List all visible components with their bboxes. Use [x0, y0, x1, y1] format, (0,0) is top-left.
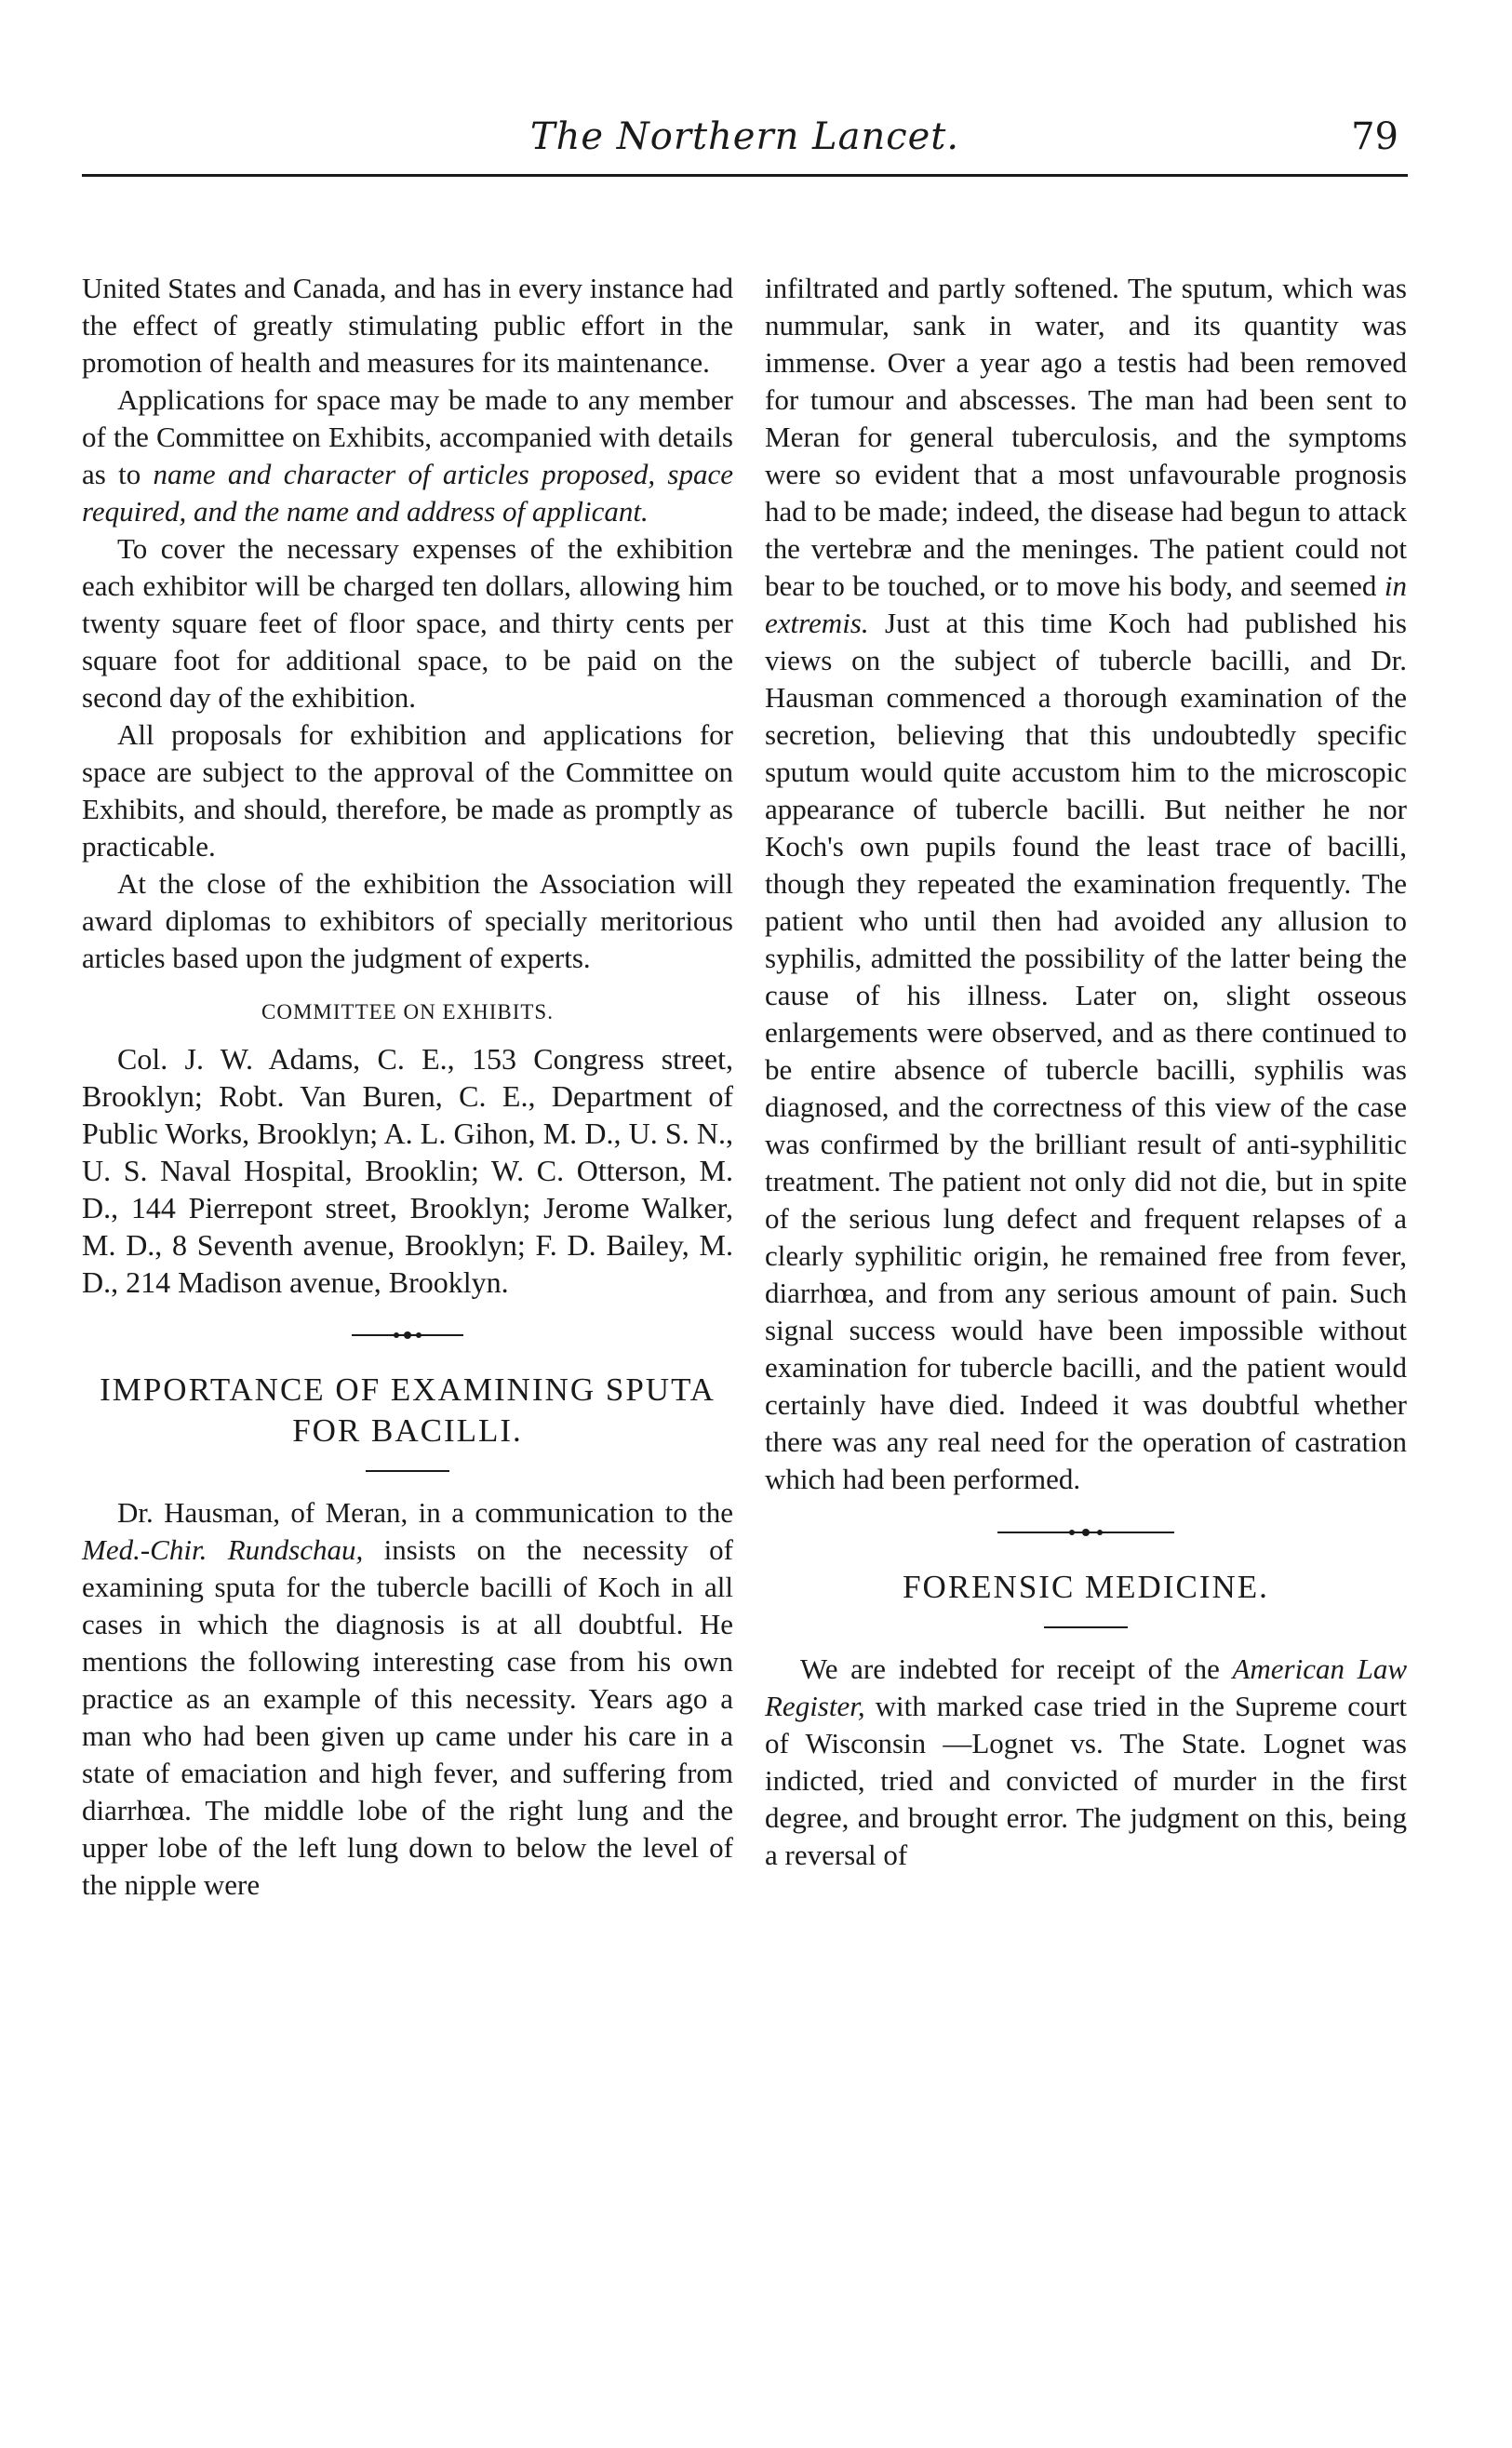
forensic-text-a: We are indebted for receipt of the [800, 1652, 1233, 1685]
paragraph-expenses: To cover the necessary expenses of the exhibition each exhibitor will be charged ten dollars, allowing him twenty square feet of floor space, and thirty cents per square foot for additional space, to be paid on the second day of the exhibition. [82, 532, 733, 714]
right-column [765, 270, 1407, 1874]
paragraph-case-continuation [765, 270, 1407, 1498]
committee-heading: COMMITTEE ON EXHIBITS. [261, 1000, 554, 1023]
section-title-forensic: FORENSIC MEDICINE. [903, 1569, 1269, 1605]
case-text-a: infiltrated and partly softened. The sputum, which was nummular, sank in water, and its quantity was immense. Over a year ago a testis had been removed for tumour and abscesses. The man had been sent to Meran for general tuberculosis, and the symptoms were so evident that a most unfavourable prognosis had to be made; indeed, the disease had begun to attack the vertebræ and the meninges. The patient could not bear to be touched, or to move his body, and seemed [765, 272, 1407, 602]
case-text-b: Just at this time Koch had published his views on the subject of tubercle bacilli, and Dr. Hausman commenced a thorough examination of the secretion, believing that this undoubtedly specific sputum would quite accustom him to the microscopic appearance of tubercle bacilli. But neither he nor Koch's own pupils found the least trace of bacilli, though they repeated the examination frequently. The patient who until then had avoided any allusion to syphilis, admitted the possibility of the latter being the cause of his illness. Later on, slight osseous enlargements were observed, and as there continued to be entire absence of tubercle bacilli, syphilis was diagnosed, and the correctness of this view of the case was confirmed by the brilliant result of anti-syphilitic treatment. The patient not only did not die, but in spite of the serious lung defect and frequent relapses of a clearly syphilitic origin, he remained free from fever, diarrhœa, and from any serious amount of pain. Such signal success would have been impossible without examination for tubercle bacilli, and the patient would certainly have died. Indeed it was doubtful whether there was any real need for the operation of castration which had been performed. [765, 607, 1407, 1495]
forensic-text-b: with marked case tried in the Supreme court of Wisconsin —Lognet vs. The State. Lognet was indicted, tried and convicted of murder in the first degree, and brought error. The judgment on this, being a reversal of [765, 1690, 1407, 1871]
header-rule [82, 174, 1408, 177]
title-rule [366, 1470, 449, 1472]
committee-members: Col. J. W. Adams, C. E., 153 Congress street, Brooklyn; Robt. Van Buren, C. E., Department of Public Works, Brooklyn; A. L. Gihon, M. D., U. S. N., U. S. Naval Hospital, Brooklin; W. C. Otterson, M. D., 144 Pierrepont street, Brooklyn; Jerome Walker, M. D., 8 Seventh avenue, Brooklyn; F. D. Bailey, M. D., 214 Madison avenue, Brooklyn. [82, 1042, 733, 1299]
sputa-text-b: insists on the necessity of examining sputa for the tubercle bacilli of Koch in all cases in which the diagnosis is at all doubtful. He mentions the following interesting case from his own practice as an example of this necessity. Years ago a man who had been given up came under his care in a state of emaciation and high fever, and suffering from diarrhœa. The middle lobe of the right lung and the upper lobe of the left lung down to below the level of the nipple were [82, 1533, 733, 1901]
page-header [82, 110, 1408, 166]
sputa-journal-title: Med.-Chir. Rundschau, [82, 1533, 364, 1566]
running-title: The Northern Lancet. [529, 115, 960, 158]
applications-italic: name and character of articles proposed, space required, and the name and address of applicant. [82, 458, 733, 528]
paragraph-sputa [82, 1494, 733, 1904]
paragraph-applications [82, 381, 733, 530]
paragraph-continuation: United States and Canada, and has in every instance had the effect of greatly stimulating public effort in the promotion of health and measures for its maintenance. [82, 272, 733, 379]
committee-list [82, 1040, 733, 1301]
page-number: 79 [1351, 115, 1398, 158]
case-italic: in extremis. [765, 569, 1407, 639]
left-column [82, 270, 733, 1904]
sputa-text-a: Dr. Hausman, of Meran, in a communication to the [117, 1496, 733, 1529]
section-divider-ornament-right [997, 1526, 1174, 1539]
paragraph-forensic [765, 1651, 1407, 1874]
applications-text: Applications for space may be made to any member of the Committee on Exhibits, accompanied with details as to [82, 383, 733, 490]
paragraph-proposals: All proposals for exhibition and applications for space are subject to the approval of the Committee on Exhibits, and should, therefore, be made as promptly as practicable. [82, 718, 733, 863]
section-title-sputa: IMPORTANCE OF EXAMINING SPUTA FOR BACILLI. [100, 1371, 716, 1449]
title-rule-right [1044, 1626, 1128, 1628]
section-divider-ornament [352, 1329, 463, 1342]
forensic-journal-title: American Law Register, [765, 1652, 1408, 1722]
paragraph-diplomas: At the close of the exhibition the Association will award diplomas to exhibitors of specially meritorious articles based upon the judgment of experts. [82, 867, 733, 974]
